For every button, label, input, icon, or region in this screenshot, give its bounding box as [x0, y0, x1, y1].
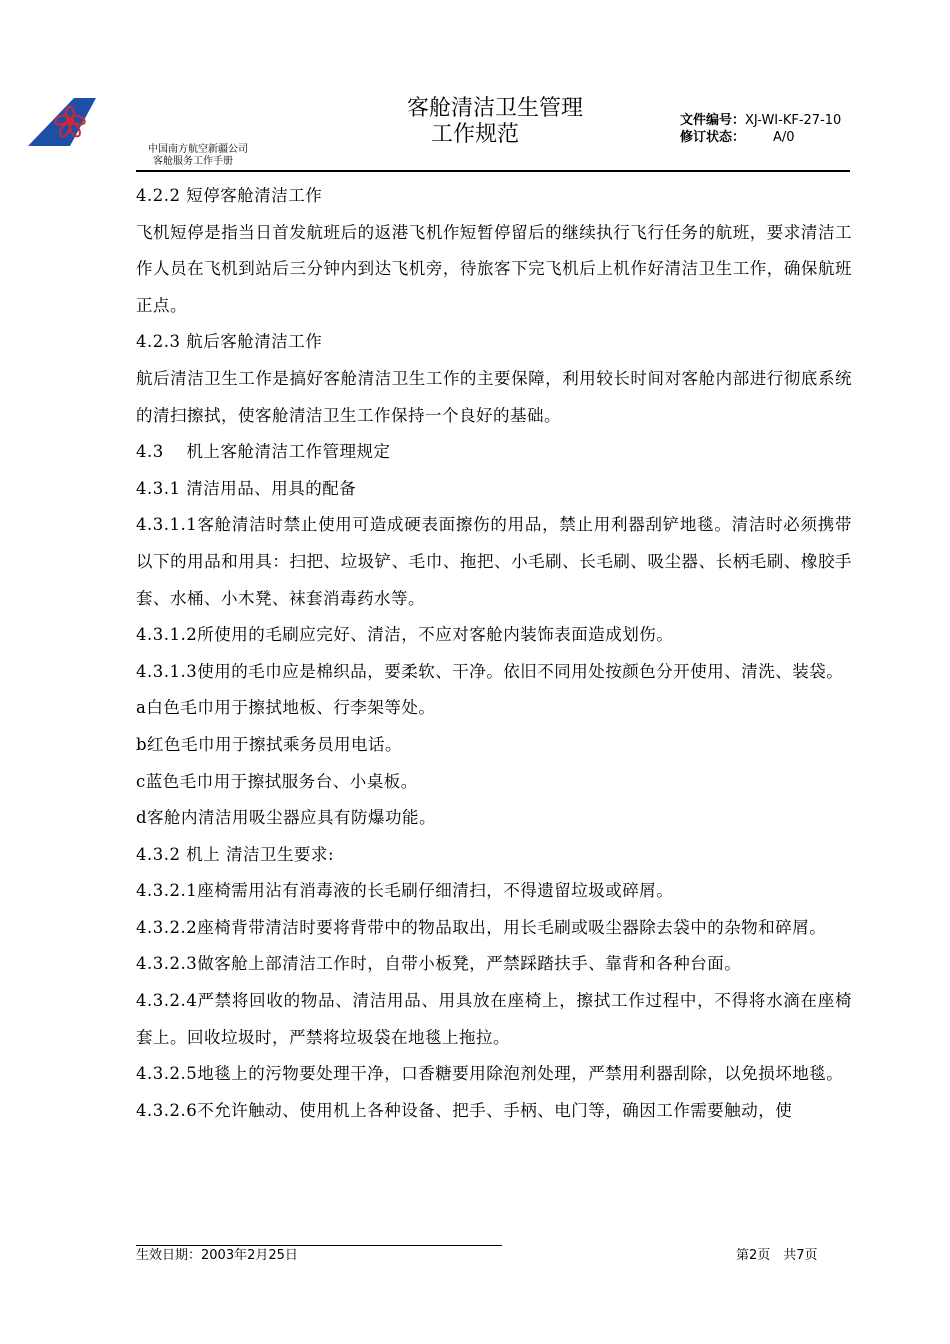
paragraph: 4.3.2.6不允许触动、使用机上各种设备、把手、手柄、电门等，确因工作需要触动，使	[136, 1100, 793, 1120]
paragraph: b红色毛巾用于擦拭乘务员用电话。	[136, 734, 403, 754]
paragraph: d客舱内清洁用吸尘器应具有防爆功能。	[136, 808, 437, 828]
document-title	[360, 96, 630, 148]
title-line-1: 客舱清洁卫生管理	[406, 96, 583, 121]
paragraph: 航后清洁卫生工作是搞好客舱清洁卫生工作的主要保障，利用较长时间对客舱内部进行彻底系统的清扫擦拭，使客舱清洁卫生工作保持一个良好的基础。	[136, 368, 852, 425]
company-block	[148, 144, 248, 168]
page-number: 第2页 共7页	[736, 1248, 818, 1263]
paragraph: 4.3.1.3使用的毛巾应是棉织品，要柔软、干净。依旧不同用处按颜色分开使用、清洗、装袋。	[136, 661, 844, 681]
title-line-2: 工作规范	[430, 122, 519, 147]
paragraph: 4.3.2 机上 清洁卫生要求:	[136, 844, 335, 864]
paragraph: 4.3.2.3做客舱上部清洁工作时，自带小板凳，严禁踩踏扶手、靠背和各种台面。	[136, 954, 742, 974]
paragraph: c蓝色毛巾用于擦拭服务台、小桌板。	[136, 771, 418, 791]
china-southern-kapok-logo-icon	[28, 98, 96, 148]
manual-name: 客舱服务工作手册	[153, 156, 233, 167]
paragraph: 4.3.1.1客舱清洁时禁止使用可造成硬表面擦伤的用品，禁止用利器刮铲地毯。清洁时必须携带以下的用品和用具：扫把、垃圾铲、毛巾、拖把、小毛刷、长毛刷、吸尘器、长柄毛刷、橡胶手套、水桶、小木凳、袜套消毒药水等。	[136, 515, 852, 608]
company-name: 中国南方航空新疆公司	[148, 144, 248, 155]
effective-date: 生效日期：2003年2月25日	[136, 1248, 298, 1263]
paragraph: 4.3.2.5地毯上的污物要处理干净，口香糖要用除泡剂处理，严禁用利器刮除，以免损坏地毯。	[136, 1064, 844, 1084]
paragraph: 4.2.2 短停客舱清洁工作	[136, 186, 323, 205]
paragraph: 4.3.1.2所使用的毛刷应完好、清洁，不应对客舱内装饰表面造成划伤。	[136, 625, 674, 645]
doc-number: XJ-WI-KF-27-10	[745, 113, 842, 128]
paragraph: 4.3.2.1座椅需用沾有消毒液的长毛刷仔细清扫，不得遗留垃圾或碎屑。	[136, 881, 674, 901]
revision-value: A/0	[773, 130, 795, 145]
paragraph: a白色毛巾用于擦拭地板、行李架等处。	[136, 698, 436, 718]
header-divider	[136, 170, 850, 172]
revision-label: 修订状态：	[680, 130, 746, 145]
paragraph: 4.3 机上客舱清洁工作管理规定	[136, 442, 391, 462]
footer-divider	[136, 1245, 502, 1246]
doc-number-label: 文件编号：	[680, 113, 746, 128]
paragraph: 飞机短停是指当日首发航班后的返港飞机作短暂停留后的继续执行飞行任务的航班，要求清洁工作人员在飞机到站后三分钟内到达飞机旁，待旅客下完飞机后上机作好清洁卫生工作，确保航班正点。	[136, 222, 852, 315]
paragraph: 4.3.1 清洁用品、用具的配备	[136, 478, 357, 498]
document-info	[680, 112, 841, 146]
revision-row	[680, 129, 841, 146]
document-body	[136, 178, 852, 1129]
paragraph: 4.2.3 航后客舱清洁工作	[136, 332, 323, 352]
paragraph: 4.3.2.2座椅背带清洁时要将背带中的物品取出，用长毛刷或吸尘器除去袋中的杂物和碎屑。	[136, 917, 827, 937]
doc-number-row	[680, 112, 841, 129]
paragraph: 4.3.2.4严禁将回收的物品、清洁用品、用具放在座椅上，擦拭工作过程中，不得将水滴在座椅套上。回收垃圾时，严禁将垃圾袋在地毯上拖拉。	[136, 991, 852, 1047]
